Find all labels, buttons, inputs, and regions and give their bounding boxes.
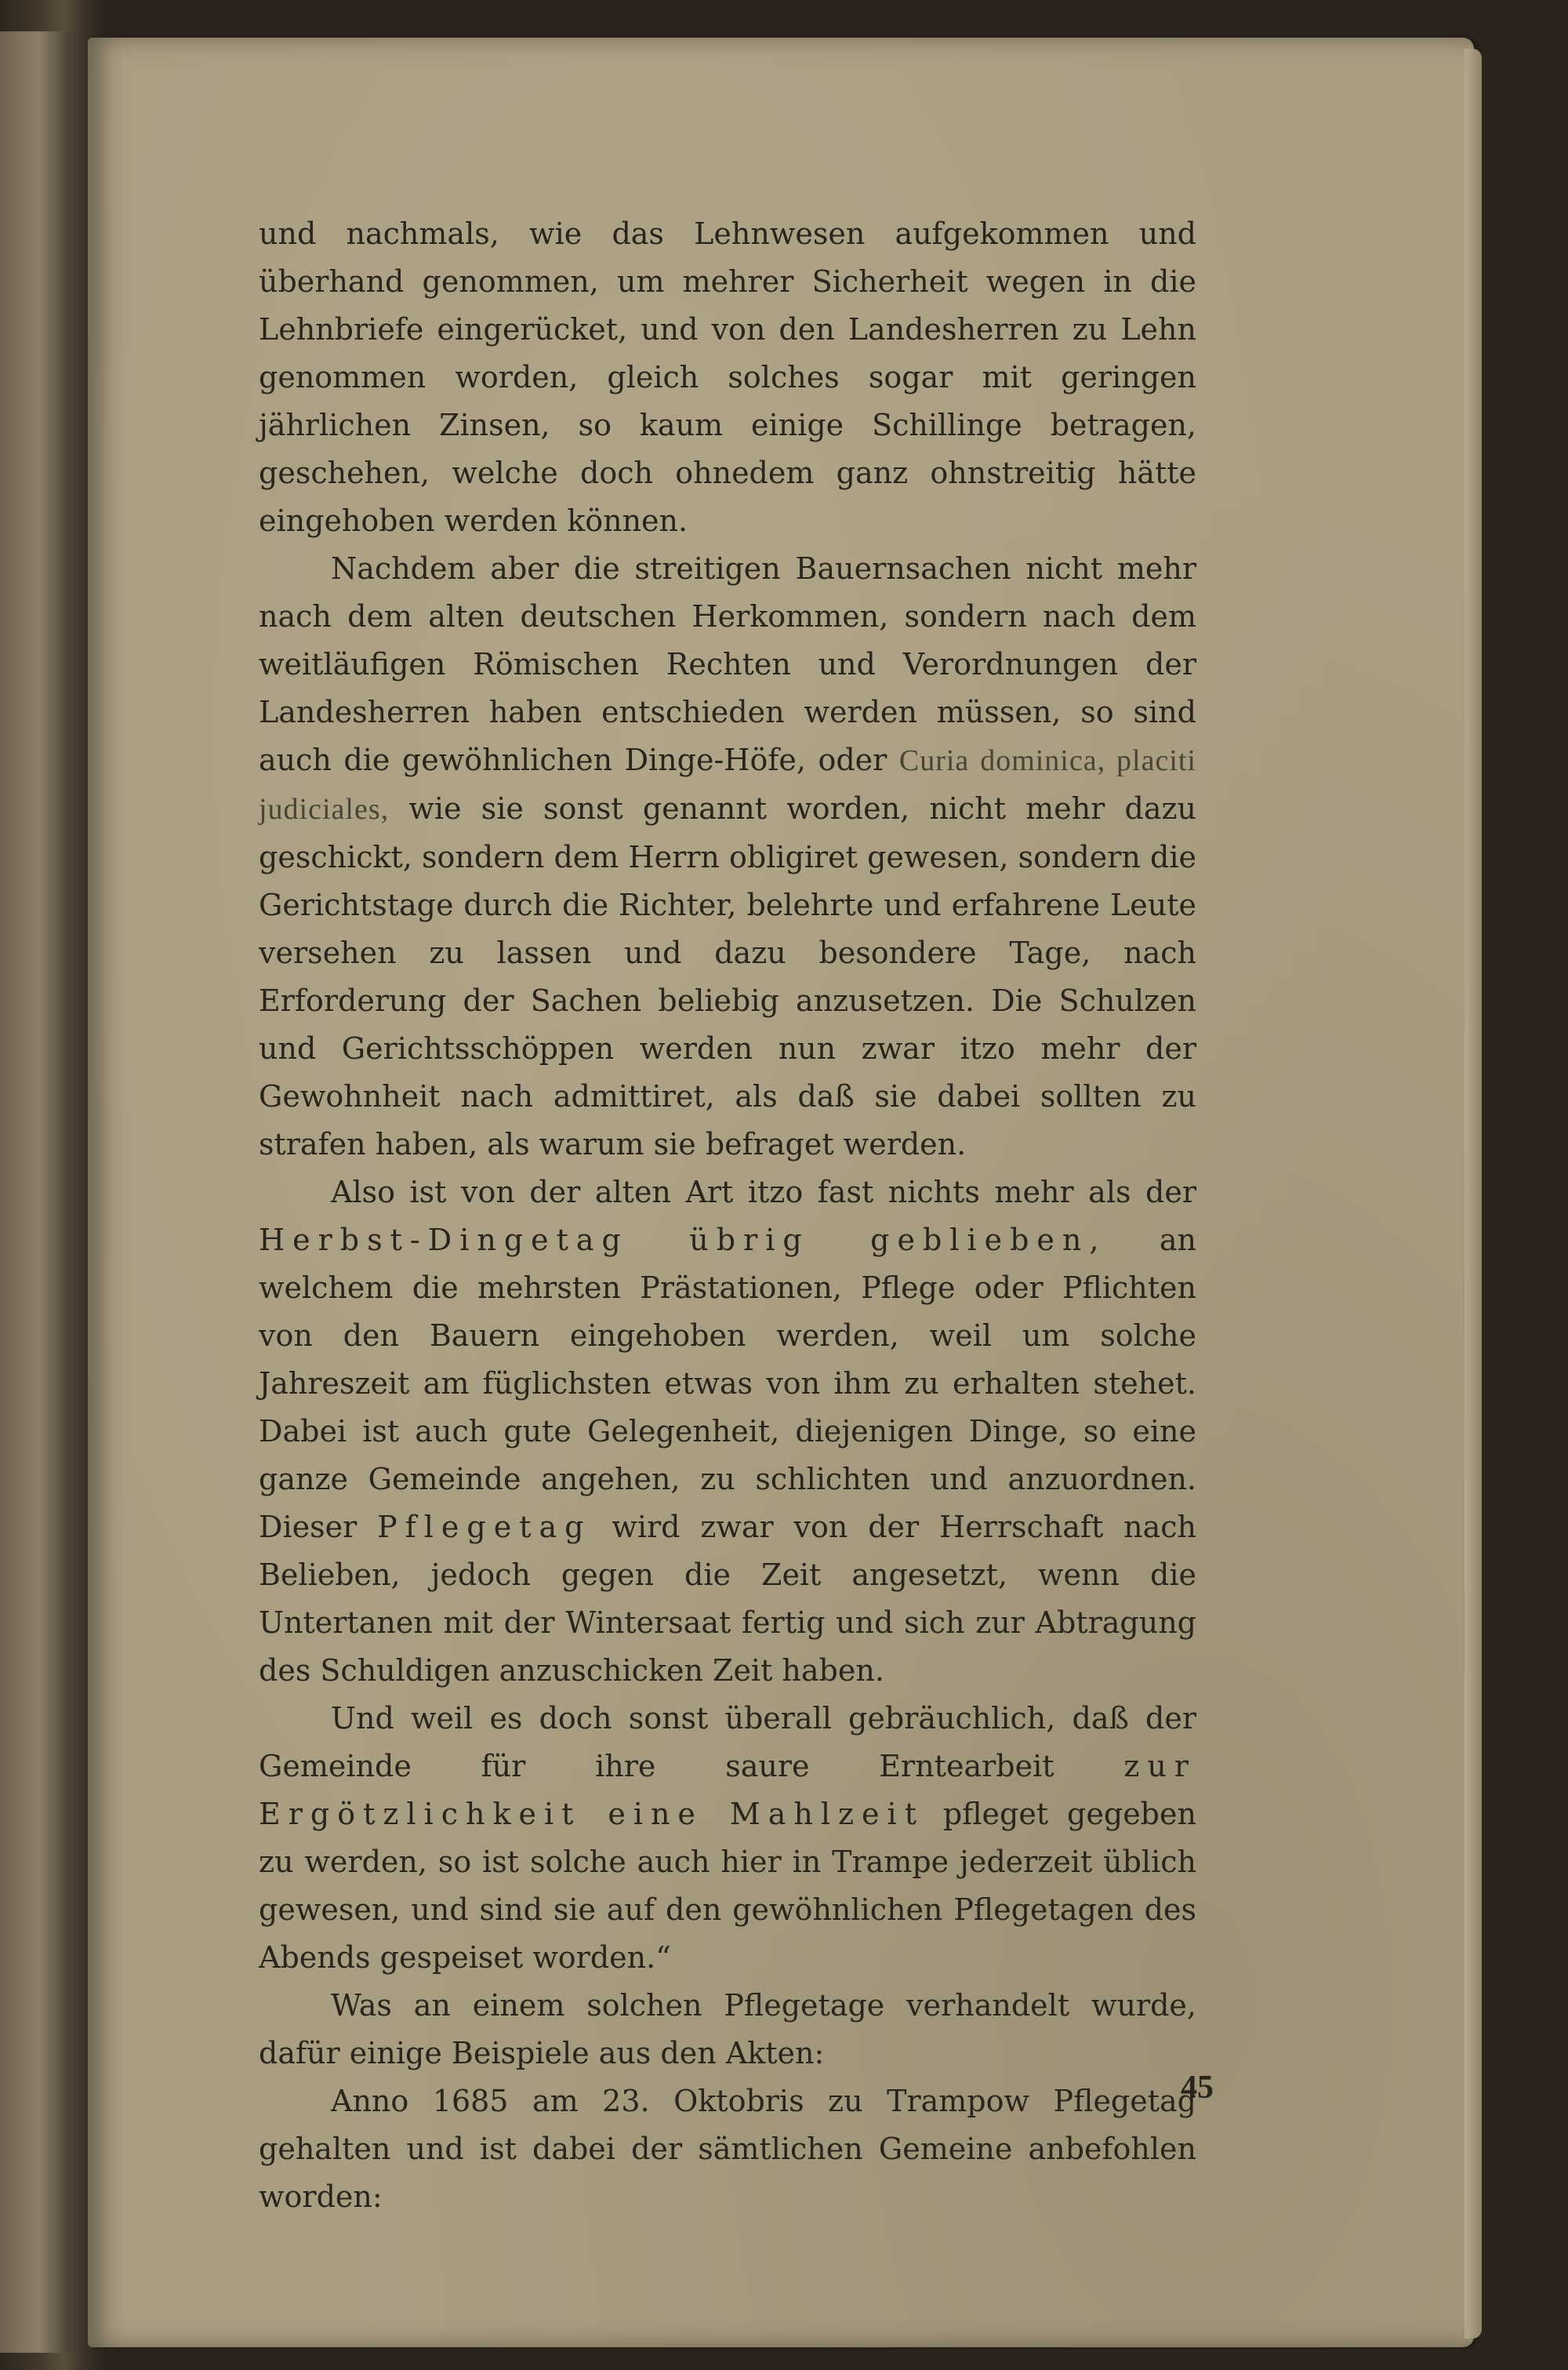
paragraph-6 <box>259 2077 1196 2221</box>
page-right-edge <box>1465 49 1482 2339</box>
paragraph-2 <box>259 545 1196 1169</box>
paragraph-1-text: und nachmals, wie das Lehnwesen aufgekommen und überhand genommen, um mehrer Sicherheit wegen in die Lehnbriefe eingerücket, und von den Landesherren zu Lehn genommen worden, gleich solches sogar mit geringen jährlichen Zinsen, so kaum einige Schillinge betragen, geschehen, welche doch ohnedem ganz ohnstreitig hätte eingehoben werden können. <box>259 216 1196 538</box>
paragraph-2-text-before-latin: Nachdem aber die streitigen Bauernsachen nicht mehr nach dem alten deutschen Herkommen, sondern nach dem weitläufigen Römischen Rechten und Verordnungen der Landesherren haben entschieden werden müssen, so sind auch die gewöhnlichen Dinge-Höfe, oder <box>259 551 1196 777</box>
left-page-edge <box>0 31 71 2353</box>
emphasis-mahlzeit: zur Ergötzlichkeit eine Mahlzeit <box>259 1749 1196 1831</box>
body-text <box>259 210 1196 2221</box>
paragraph-4-text-start: Und weil es doch sonst überall gebräuchlich, daß der Gemeinde für ihre saure Erntearbeit <box>259 1701 1196 1783</box>
emphasis-herbst-dingetag: Herbst-Dingetag übrig geblieben, <box>259 1223 1107 1257</box>
paragraph-5 <box>259 1982 1196 2077</box>
paragraph-3-text-start: Also ist von der alten Art itzo fast nichts mehr als der <box>331 1175 1196 1209</box>
emphasis-pflegetag: Pflegetag <box>377 1510 592 1544</box>
paragraph-2-text-after-latin: wie sie sonst genannt worden, nicht mehr dazu geschickt, sondern dem Herrn obligiret gewesen, sondern die Gerichtstage durch die Richter, belehrte und erfahrene Leute versehen zu lassen und dazu besondere Tage, nach Erforderung der Sachen beliebig anzusetzen. Die Schulzen und Gerichtsschöppen werden nun zwar itzo mehr der Gewohnheit nach admittiret, als daß sie dabei sollten zu strafen haben, als warum sie befraget werden. <box>259 791 1196 1161</box>
paragraph-4-text-end: pfleget gegeben zu werden, so ist solche auch hier in Trampe jederzeit üblich gewesen, und sind sie auf den gewöhnlichen Pflegetagen des Abends gespeiset worden.“ <box>259 1797 1196 1975</box>
paragraph-6-text: Anno 1685 am 23. Oktobris zu Trampow Pflegetag gehalten und ist dabei der sämtlichen Gemeine anbefohlen worden: <box>259 2084 1196 2214</box>
latin-phrase: Curia dominica, placiti judiciales, <box>259 744 1196 826</box>
paragraph-3-text-middle: an welchem die mehrsten Prästationen, Pflege oder Pflichten von den Bauern eingehoben werden, weil um solche Jahreszeit am füglichsten etwas von ihm zu erhalten stehet. Dabei ist auch gute Gelegenheit, diejenigen Dinge, so eine ganze Gemeinde angehen, zu schlichten und anzuordnen. Dieser <box>259 1223 1196 1544</box>
paragraph-3-text-end: wird zwar von der Herrschaft nach Belieben, jedoch gegen die Zeit angesetzt, wenn die Untertanen mit der Wintersaat fertig und sich zur Abtragung des Schuldigen anzuschicken Zeit haben. <box>259 1510 1196 1688</box>
paragraph-5-text: Was an einem solchen Pflegetage verhandelt wurde, dafür einige Beispiele aus den Akten: <box>259 1988 1196 2070</box>
paragraph-3 <box>259 1169 1196 1695</box>
paragraph-1 <box>259 210 1196 545</box>
paragraph-4 <box>259 1695 1196 1982</box>
page-number: 45 <box>1181 2070 1214 2106</box>
